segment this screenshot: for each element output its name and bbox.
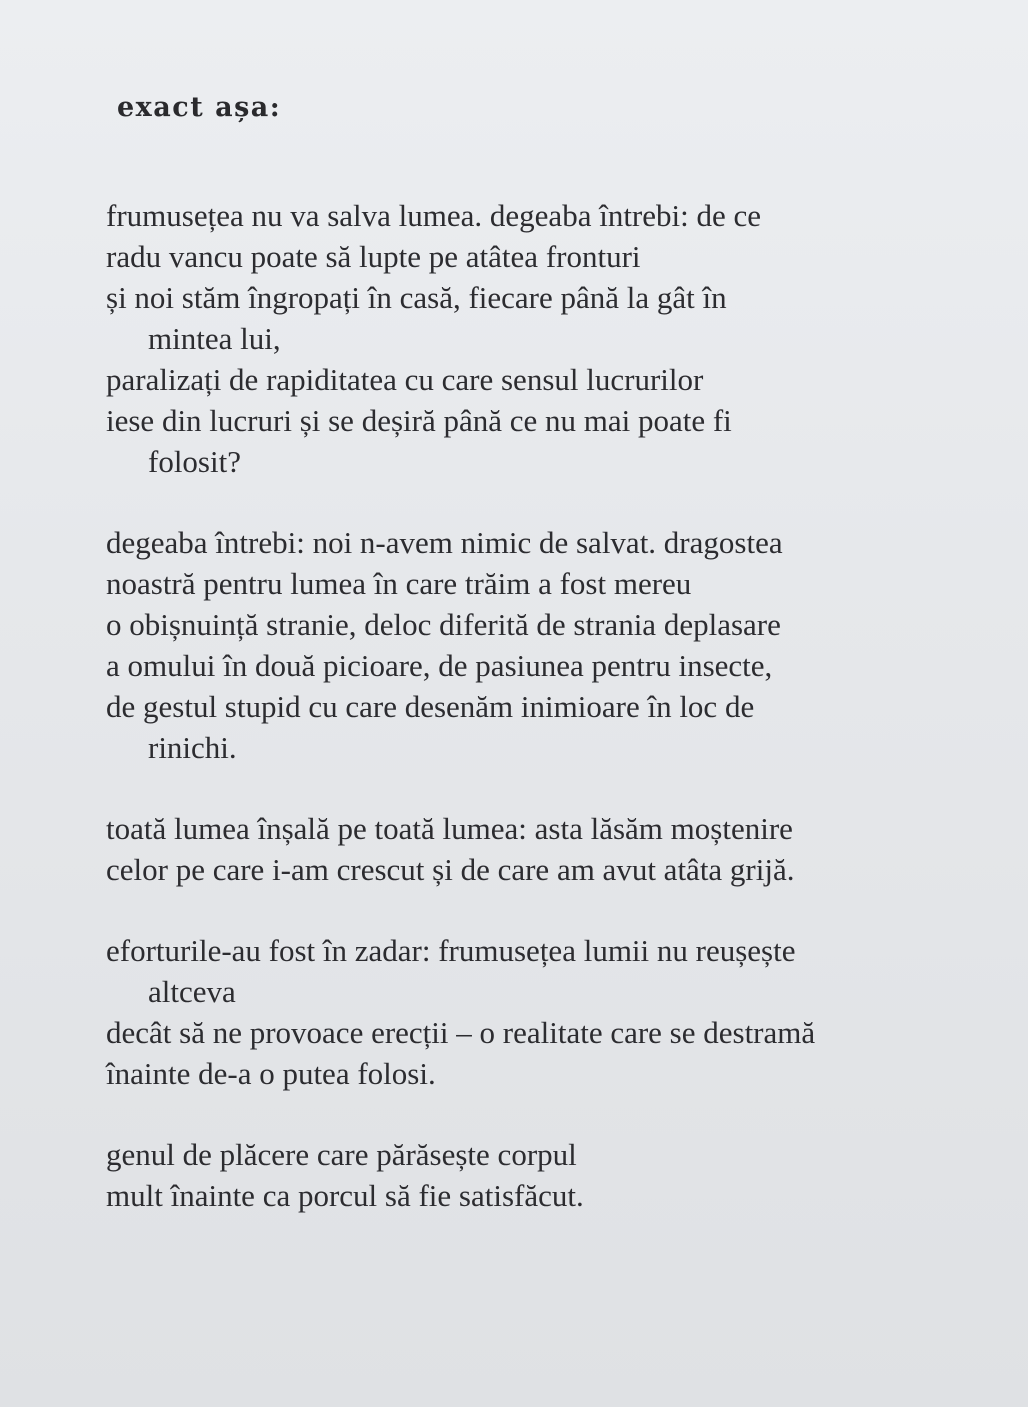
poem-line: frumusețea nu va salva lumea. degeaba întrebi: de ce <box>106 198 762 233</box>
stanza <box>106 930 1006 1094</box>
poem-line: o obișnuință stranie, deloc diferită de strania deplasare <box>106 607 781 642</box>
poem-line-continuation: folosit? <box>148 444 241 479</box>
poem-line: radu vancu poate să lupte pe atâtea fronturi <box>106 239 641 274</box>
stanza <box>106 522 1006 768</box>
poem-line: celor pe care i-am crescut și de care am avut atâta grijă. <box>106 852 795 887</box>
stanza <box>106 808 1006 890</box>
poem-line: iese din lucruri și se deșiră până ce nu mai poate fi <box>106 403 732 438</box>
poem-line-continuation: mintea lui, <box>148 321 281 356</box>
poem-line: înainte de-a o putea folosi. <box>106 1056 436 1091</box>
poem-line: genul de plăcere care părăsește corpul <box>106 1137 577 1172</box>
poem-line: de gestul stupid cu care desenăm inimioare în loc de <box>106 689 755 724</box>
poem-line-continuation: altceva <box>148 974 236 1009</box>
poem-line: paralizați de rapiditatea cu care sensul lucrurilor <box>106 362 704 397</box>
poem-title: exact așa: <box>117 92 282 123</box>
poem-line: mult înainte ca porcul să fie satisfăcut. <box>106 1178 584 1213</box>
stanza <box>106 195 1006 482</box>
poem-line: decât să ne provoace erecții – o realitate care se destramă <box>106 1015 816 1050</box>
poem-line-continuation: rinichi. <box>148 730 237 765</box>
poem-line: degeaba întrebi: noi n-avem nimic de salvat. dragostea <box>106 525 783 560</box>
poem-line: eforturile-au fost în zadar: frumusețea lumii nu reușește <box>106 933 796 968</box>
stanza <box>106 1134 1006 1216</box>
poem-line: a omului în două picioare, de pasiunea pentru insecte, <box>106 648 773 683</box>
poem-line: și noi stăm îngropați în casă, fiecare până la gât în <box>106 280 727 315</box>
poem-line: noastră pentru lumea în care trăim a fost mereu <box>106 566 692 601</box>
poem-line: toată lumea înșală pe toată lumea: asta lăsăm moștenire <box>106 811 793 846</box>
poem-body <box>106 195 1006 1256</box>
